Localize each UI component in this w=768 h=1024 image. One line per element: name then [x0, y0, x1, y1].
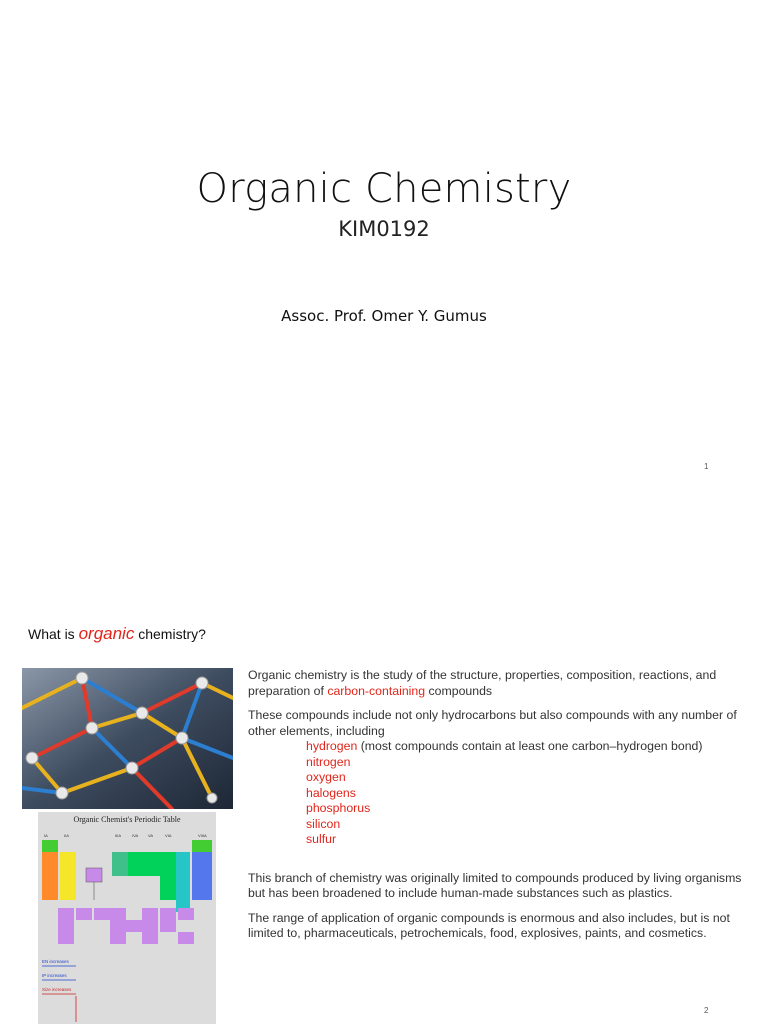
- slide-heading: [28, 624, 206, 644]
- element-name: sulfur: [306, 832, 337, 846]
- paragraph-text: compounds: [425, 683, 493, 698]
- group-label: VA: [148, 833, 154, 838]
- list-item: [306, 786, 753, 802]
- list-item: [306, 801, 753, 817]
- element-name: halogens: [306, 785, 356, 800]
- page-number: 1: [704, 462, 709, 471]
- paragraph-definition: [248, 668, 753, 699]
- paragraph-elements-intro: These compounds include not only hydrocarbons but also compounds with any number of other elements, including: [248, 708, 737, 738]
- periodic-table-image: [38, 812, 216, 1024]
- highlight-term: carbon-containing: [327, 683, 426, 698]
- author-name: Assoc. Prof. Omer Y. Gumus: [281, 307, 487, 325]
- paragraph-applications: The range of application of organic compounds is enormous and also includes, but is not limited to, pharmaceuticals, petrochemicals, food, explosives, paints, and cosmetics.: [248, 910, 730, 940]
- paragraph-history: This branch of chemistry was originally limited to compounds produced by living organisms but has been broadened to include human-made substances such as plastics.: [248, 870, 742, 900]
- course-code: KIM0192: [338, 217, 430, 241]
- molecular-model-image: [22, 668, 233, 809]
- page-number: 2: [704, 1006, 709, 1015]
- group-label: IVA: [132, 833, 139, 838]
- element-name: nitrogen: [306, 754, 351, 769]
- molecular-model-illustration: [22, 668, 233, 809]
- list-item: [306, 770, 753, 786]
- list-item: [306, 817, 753, 833]
- element-note: (most compounds contain at least one carbon–hydrogen bond): [357, 739, 703, 753]
- element-name: oxygen: [306, 770, 346, 784]
- heading-suffix: chemistry?: [134, 626, 206, 642]
- group-label: IIIA: [115, 833, 122, 838]
- group-label: IA: [44, 833, 48, 838]
- legend-label: Size increases: [42, 987, 72, 992]
- group-label: VIIIA: [198, 833, 207, 838]
- list-item: [306, 755, 753, 771]
- legend-label: IP increases: [42, 973, 67, 978]
- periodic-table-title: Organic Chemist's Periodic Table: [73, 815, 181, 824]
- heading-prefix: What is: [28, 626, 79, 642]
- legend-label: EN increases: [42, 959, 69, 964]
- list-item: [306, 739, 753, 755]
- content-slide: [0, 576, 768, 1024]
- list-item: [306, 832, 753, 848]
- periodic-table-graphic: [38, 812, 216, 1024]
- heading-highlight: organic: [78, 624, 135, 643]
- body-text: [248, 668, 753, 951]
- element-name: hydrogen: [306, 739, 358, 753]
- group-label: VIA: [165, 833, 172, 838]
- element-list: [306, 739, 753, 848]
- element-name: silicon: [306, 816, 341, 831]
- element-name: phosphorus: [306, 801, 371, 815]
- paragraph-text: Organic chemistry is the study of the structure, properties, composition, reactions, and preparation of: [248, 668, 717, 698]
- group-label: IIA: [64, 833, 69, 838]
- slide-title: Organic Chemistry: [196, 166, 572, 212]
